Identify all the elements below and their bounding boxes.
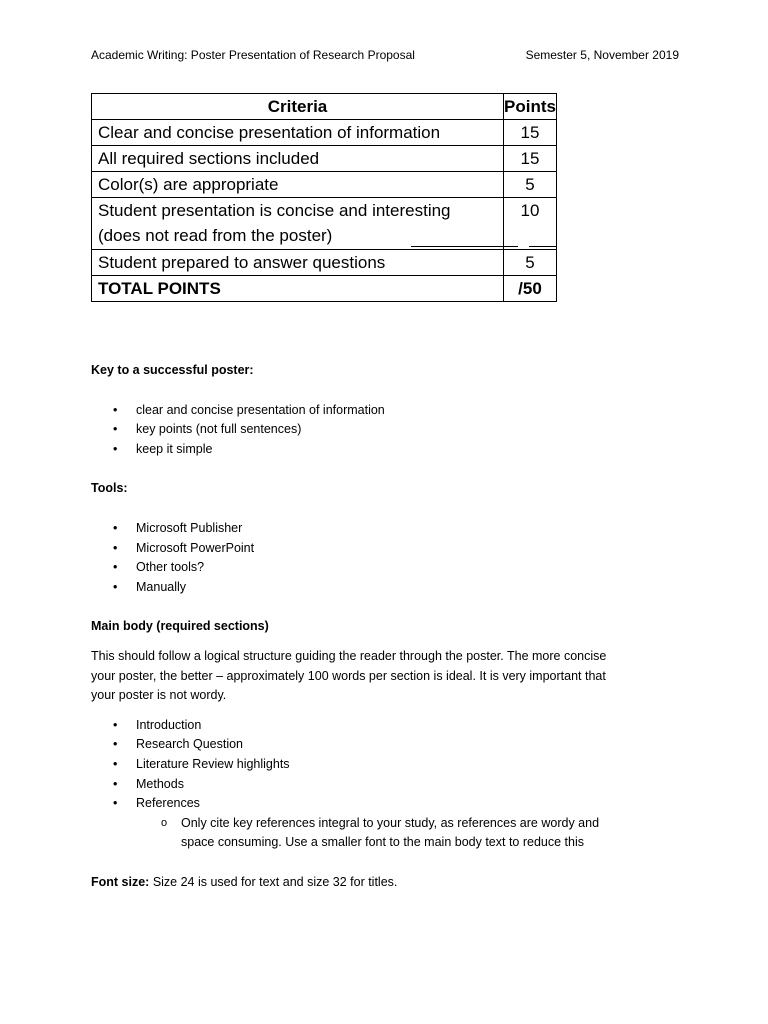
criteria-line: Student presentation is concise and interesting <box>98 201 451 220</box>
criteria-cell: Color(s) are appropriate <box>92 172 504 198</box>
list-item: • key points (not full sentences) <box>91 420 691 440</box>
decorative-underline <box>529 246 557 247</box>
points-cell: 5 <box>504 250 557 276</box>
sub-item-line: o Only cite key references integral to your study, as references are wordy and <box>181 815 600 830</box>
document-body <box>91 361 691 892</box>
sub-list-item <box>91 814 691 853</box>
main-body-heading: Main body (required sections) <box>91 619 269 634</box>
list-item: • Microsoft PowerPoint <box>91 539 691 559</box>
total-row <box>92 276 557 302</box>
sections-list <box>91 716 691 814</box>
points-cell: 15 <box>504 146 557 172</box>
criteria-cell: Clear and concise presentation of information <box>92 120 504 146</box>
tools-list <box>91 519 691 597</box>
font-size-text: Size 24 is used for text and size 32 for titles. <box>149 874 398 889</box>
list-item: • Manually <box>91 578 691 598</box>
list-item: • References <box>91 794 691 814</box>
criteria-cell <box>92 198 504 250</box>
tools-heading: Tools: <box>91 481 128 496</box>
column-header-criteria: Criteria <box>92 94 504 120</box>
list-item: • Introduction <box>91 716 691 736</box>
table-row <box>92 172 557 198</box>
list-item: • Microsoft Publisher <box>91 519 691 539</box>
table-row <box>92 146 557 172</box>
header-date: Semester 5, November 2019 <box>525 48 679 62</box>
total-label: TOTAL POINTS <box>92 276 504 302</box>
main-body-paragraph-line: your poster, the better – approximately 100 words per section is ideal. It is very important that <box>91 668 606 683</box>
table-row <box>92 198 557 250</box>
rubric-table <box>91 93 557 302</box>
points-cell: 15 <box>504 120 557 146</box>
list-item: • Research Question <box>91 735 691 755</box>
sub-item-line: space consuming. Use a smaller font to the main body text to reduce this <box>181 835 584 850</box>
list-item: • Methods <box>91 775 691 795</box>
main-body-paragraph-line: your poster is not wordy. <box>91 688 227 703</box>
total-points: /50 <box>504 276 557 302</box>
font-size-label: Font size: <box>91 874 150 889</box>
references-sublist <box>91 814 691 853</box>
table-row <box>92 120 557 146</box>
table-row <box>92 250 557 276</box>
decorative-underline <box>411 246 518 247</box>
list-item: • Literature Review highlights <box>91 755 691 775</box>
column-header-points: Points <box>504 94 557 120</box>
main-body-paragraph-line: This should follow a logical structure guiding the reader through the poster. The more concise <box>91 648 607 663</box>
criteria-cell: Student prepared to answer questions <box>92 250 504 276</box>
key-heading: Key to a successful poster: <box>91 363 254 377</box>
points-cell: 5 <box>504 172 557 198</box>
font-size-note <box>91 873 691 893</box>
list-item: • Other tools? <box>91 558 691 578</box>
table-header-row <box>92 94 557 120</box>
criteria-line: (does not read from the poster) <box>98 226 333 245</box>
list-item: • clear and concise presentation of information <box>91 401 691 421</box>
header-title: Academic Writing: Poster Presentation of Research Proposal <box>91 48 415 62</box>
list-item: • keep it simple <box>91 440 691 460</box>
criteria-cell: All required sections included <box>92 146 504 172</box>
points-cell: 10 <box>504 198 557 250</box>
key-list <box>91 401 691 460</box>
